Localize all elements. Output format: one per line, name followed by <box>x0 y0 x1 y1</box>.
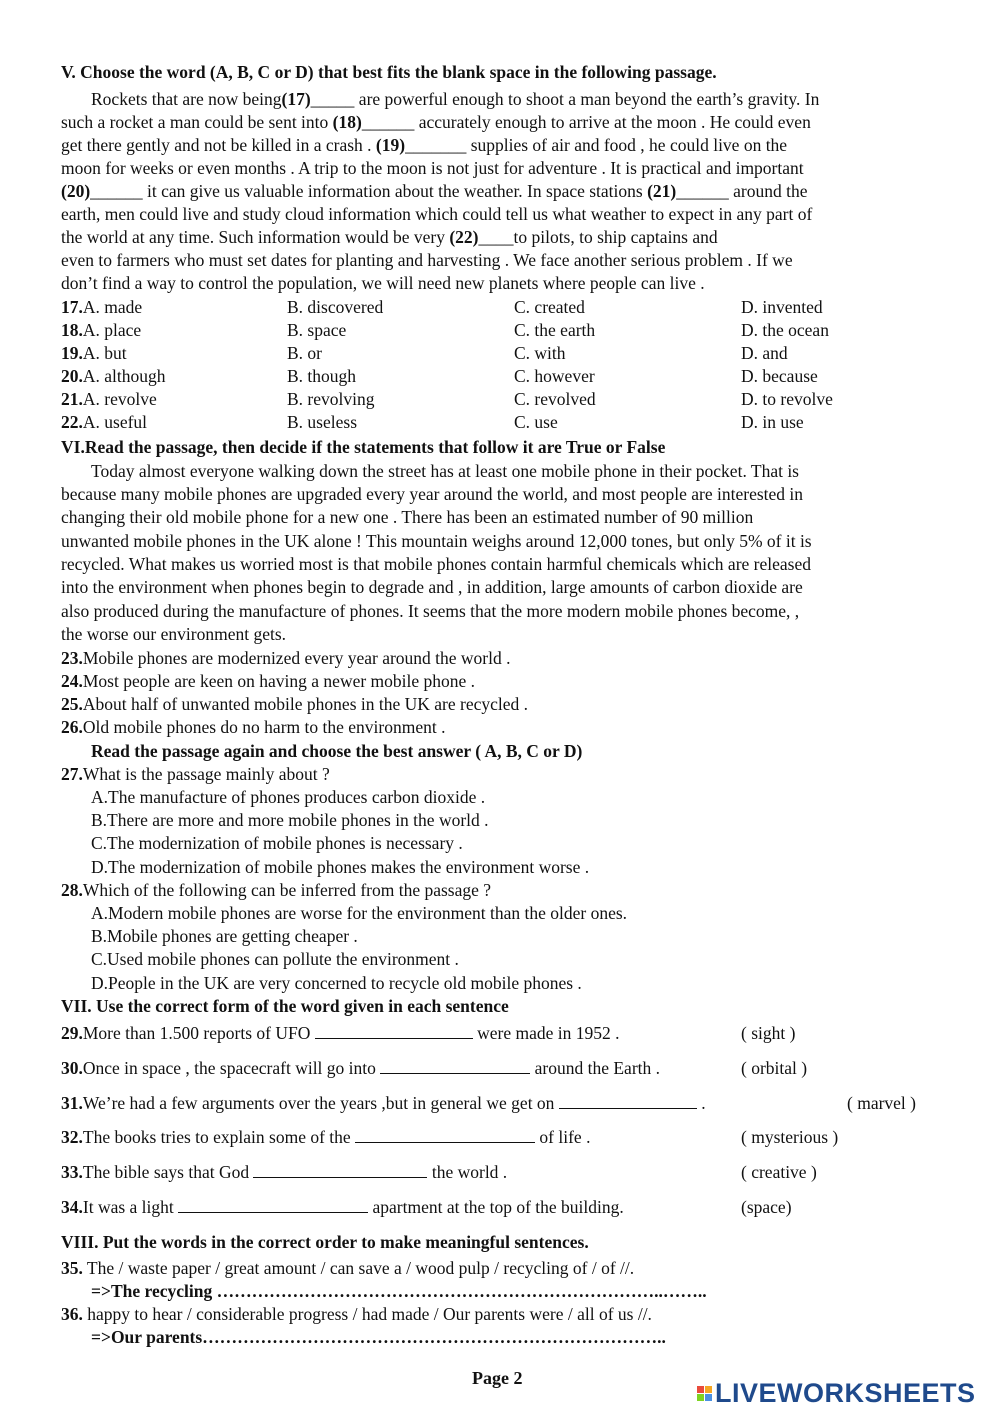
question-number: 34. <box>61 1197 83 1217</box>
passage-line <box>91 88 819 111</box>
option-row-17 <box>61 296 142 319</box>
text: ______ around the <box>676 181 808 201</box>
word-hint: ( creative ) <box>741 1162 817 1182</box>
statement-text: Mobile phones are modernized every year around the world . <box>82 648 511 668</box>
passage-line: Today almost everyone walking down the street has at least one mobile phone in their pocket. That is <box>91 461 799 481</box>
blank-number: (18) <box>332 112 362 132</box>
option-c[interactable]: C. with <box>514 343 566 363</box>
passage-line: also produced during the manufacture of phones. It seems that the more modern mobile phones become, , <box>61 601 800 621</box>
text: Once in space , the spacecraft will go into <box>82 1058 381 1078</box>
text: _______ supplies of air and food , he could live on the <box>405 135 788 155</box>
answer-blank[interactable] <box>355 1128 535 1143</box>
text: of life . <box>535 1127 591 1147</box>
option-a[interactable]: A.The manufacture of phones produces carbon dioxide . <box>91 787 486 807</box>
text: around the Earth . <box>530 1058 661 1078</box>
question-number: 23. <box>61 648 83 668</box>
question-34 <box>61 1196 624 1219</box>
question-33 <box>61 1161 507 1184</box>
question-36 <box>61 1303 652 1326</box>
question-number: 27. <box>61 764 83 784</box>
option-d[interactable]: D.People in the UK are very concerned to recycle old mobile phones . <box>91 973 582 993</box>
question-29 <box>61 1022 619 1045</box>
passage-line: don’t find a way to control the population, we will need new planets where people can live . <box>61 273 705 293</box>
option-b[interactable]: B. space <box>287 320 347 340</box>
question-number: 19. <box>61 343 83 363</box>
logo-square <box>705 1394 712 1401</box>
question-number: 22. <box>61 412 83 432</box>
blank-number: (21) <box>647 181 677 201</box>
passage-line <box>61 134 787 157</box>
word-hint: (space) <box>741 1197 792 1217</box>
option-b[interactable]: B.Mobile phones are getting cheaper . <box>91 926 358 946</box>
logo-square <box>697 1386 704 1393</box>
option-a[interactable]: A. although <box>82 366 166 386</box>
text: ______ it can give us valuable information about the weather. In space stations <box>90 181 648 201</box>
option-c[interactable]: C. however <box>514 366 595 386</box>
blank-number: (20) <box>61 181 91 201</box>
text: The books tries to explain some of the <box>82 1127 356 1147</box>
option-a[interactable]: A. revolve <box>82 389 157 409</box>
passage-line: even to farmers who must set dates for planting and harvesting . We face another serious problem . If we <box>61 250 793 270</box>
question-35 <box>61 1257 634 1280</box>
question-number: 28. <box>61 880 83 900</box>
section-5-heading: V. Choose the word (A, B, C or D) that best fits the blank space in the following passage. <box>61 62 717 82</box>
question-number: 29. <box>61 1023 83 1043</box>
passage-line: recycled. What makes us worried most is that mobile phones contain harmful chemicals which are released <box>61 554 811 574</box>
question-number: 30. <box>61 1058 83 1078</box>
option-d[interactable]: D. invented <box>741 297 823 317</box>
option-row-20 <box>61 365 166 388</box>
logo-square <box>697 1394 704 1401</box>
blank-number: (17) <box>281 89 311 109</box>
option-d[interactable]: D. in use <box>741 412 804 432</box>
option-d[interactable]: D. the ocean <box>741 320 829 340</box>
text: The bible says that God <box>82 1162 254 1182</box>
option-a[interactable]: A.Modern mobile phones are worse for the environment than the older ones. <box>91 903 628 923</box>
question-text: Which of the following can be inferred from the passage ? <box>82 880 492 900</box>
logo-icon <box>697 1386 712 1401</box>
passage-line: because many mobile phones are upgraded every year around the world, and most people are interested in <box>61 484 804 504</box>
word-hint: ( orbital ) <box>741 1058 808 1078</box>
question-number: 17. <box>61 297 83 317</box>
answer-line-36[interactable]: =>Our parents…………………………………………………………………….. <box>91 1327 666 1347</box>
text: It was a light <box>82 1197 179 1217</box>
question-number: 35. <box>61 1258 83 1278</box>
option-d[interactable]: D. because <box>741 366 818 386</box>
question-number: 20. <box>61 366 83 386</box>
text: More than 1.500 reports of UFO <box>82 1023 315 1043</box>
question-28 <box>61 879 491 902</box>
option-b[interactable]: B.There are more and more mobile phones in the world . <box>91 810 489 830</box>
option-row-21 <box>61 388 157 411</box>
question-31 <box>61 1092 706 1115</box>
question-number: 36. <box>61 1304 83 1324</box>
question-number: 32. <box>61 1127 83 1147</box>
question-number: 31. <box>61 1093 83 1113</box>
answer-blank[interactable] <box>380 1059 530 1074</box>
passage-line <box>61 111 811 134</box>
question-32 <box>61 1126 590 1149</box>
passage-line: earth, men could live and study cloud information which could tell us what weather to expect in any part of <box>61 204 813 224</box>
question-number: 26. <box>61 717 83 737</box>
option-a[interactable]: A. made <box>82 297 143 317</box>
answer-blank[interactable] <box>178 1198 368 1213</box>
text: ______ accurately enough to arrive at the moon . He could even <box>361 112 811 132</box>
passage-line: changing their old mobile phone for a new one . There has been an estimated number of 90 million <box>61 507 754 527</box>
word-hint: ( mysterious ) <box>741 1127 839 1147</box>
passage-line: the worse our environment gets. <box>61 624 287 644</box>
option-b[interactable]: B. useless <box>287 412 357 432</box>
text: were made in 1952 . <box>472 1023 620 1043</box>
option-c[interactable]: C.The modernization of mobile phones is necessary . <box>91 833 463 853</box>
statement-24[interactable] <box>61 670 475 693</box>
section-8-heading: VIII. Put the words in the correct order to make meaningful sentences. <box>61 1232 589 1252</box>
option-d[interactable]: D.The modernization of mobile phones makes the environment worse . <box>91 857 590 877</box>
logo-text: LIVEWORKSHEETS <box>715 1378 976 1408</box>
question-text: What is the passage mainly about ? <box>82 764 330 784</box>
statement-text: Old mobile phones do no harm to the environment . <box>82 717 446 737</box>
text: the world . <box>427 1162 508 1182</box>
option-row-19 <box>61 342 127 365</box>
answer-blank[interactable] <box>315 1024 473 1039</box>
text: _____ are powerful enough to shoot a man beyond the earth’s gravity. In <box>310 89 820 109</box>
section-6-heading: VI.Read the passage, then decide if the statements that follow it are True or False <box>61 437 666 457</box>
option-a[interactable]: A. place <box>82 320 142 340</box>
option-a[interactable]: A. but <box>82 343 127 363</box>
question-30 <box>61 1057 660 1080</box>
question-text: The / waste paper / great amount / can save a / wood pulp / recycling of / of //. <box>82 1258 635 1278</box>
page-number: Page 2 <box>472 1368 523 1388</box>
question-number: 33. <box>61 1162 83 1182</box>
text: We’re had a few arguments over the years ,but in general we get on <box>82 1093 559 1113</box>
text: ____to pilots, to ship captains and <box>478 227 718 247</box>
passage-line <box>61 180 807 203</box>
word-hint: ( marvel ) <box>847 1093 916 1113</box>
option-b[interactable]: B. though <box>287 366 357 386</box>
passage-line: into the environment when phones begin to degrade and , in addition, large amounts of carbon dioxide are <box>61 577 803 597</box>
question-number: 24. <box>61 671 83 691</box>
option-row-22 <box>61 411 147 434</box>
option-c[interactable]: C. created <box>514 297 585 317</box>
statement-text: About half of unwanted mobile phones in the UK are recycled . <box>82 694 529 714</box>
question-27 <box>61 763 330 786</box>
option-d[interactable]: D. and <box>741 343 788 363</box>
answer-line-35[interactable]: =>The recycling …………………………………………………………………..…….. <box>91 1281 707 1301</box>
word-hint: ( sight ) <box>741 1023 796 1043</box>
text: the world at any time. Such information would be very <box>61 227 450 247</box>
option-b[interactable]: B. discovered <box>287 297 384 317</box>
question-number: 18. <box>61 320 83 340</box>
statement-26[interactable] <box>61 716 445 739</box>
logo-square <box>705 1386 712 1393</box>
statement-23[interactable] <box>61 647 511 670</box>
question-number: 21. <box>61 389 83 409</box>
section-7-heading: VII. Use the correct form of the word given in each sentence <box>61 996 509 1016</box>
liveworksheets-logo[interactable] <box>697 1378 976 1409</box>
subheading: Read the passage again and choose the best answer ( A, B, C or D) <box>91 741 583 761</box>
passage-line: moon for weeks or even months . A trip to the moon is not just for adventure . It is practical and important <box>61 158 804 178</box>
blank-number: (19) <box>375 135 406 155</box>
option-b[interactable]: B. revolving <box>287 389 375 409</box>
option-c[interactable]: C.Used mobile phones can pollute the environment . <box>91 949 459 969</box>
answer-blank[interactable] <box>559 1094 697 1109</box>
blank-number: (22) <box>449 227 479 247</box>
statement-text: Most people are keen on having a newer mobile phone . <box>82 671 476 691</box>
question-number: 25. <box>61 694 83 714</box>
text: apartment at the top of the building. <box>368 1197 624 1217</box>
statement-25[interactable] <box>61 693 528 716</box>
option-d[interactable]: D. to revolve <box>741 389 833 409</box>
passage-line: unwanted mobile phones in the UK alone ! This mountain weighs around 12,000 tones, but only 5% of it is <box>61 531 812 551</box>
text: . <box>696 1093 706 1113</box>
option-c[interactable]: C. use <box>514 412 558 432</box>
option-row-18 <box>61 319 141 342</box>
option-a[interactable]: A. useful <box>82 412 148 432</box>
option-b[interactable]: B. or <box>287 343 322 363</box>
question-text: happy to hear / considerable progress / had made / Our parents were / all of us //. <box>82 1304 652 1324</box>
option-c[interactable]: C. the earth <box>514 320 596 340</box>
text: Rockets that are now being <box>91 89 282 109</box>
text: get there gently and not be killed in a crash . <box>61 135 376 155</box>
option-c[interactable]: C. revolved <box>514 389 596 409</box>
passage-line <box>61 226 718 249</box>
answer-blank[interactable] <box>253 1163 427 1178</box>
text: such a rocket a man could be sent into <box>61 112 333 132</box>
